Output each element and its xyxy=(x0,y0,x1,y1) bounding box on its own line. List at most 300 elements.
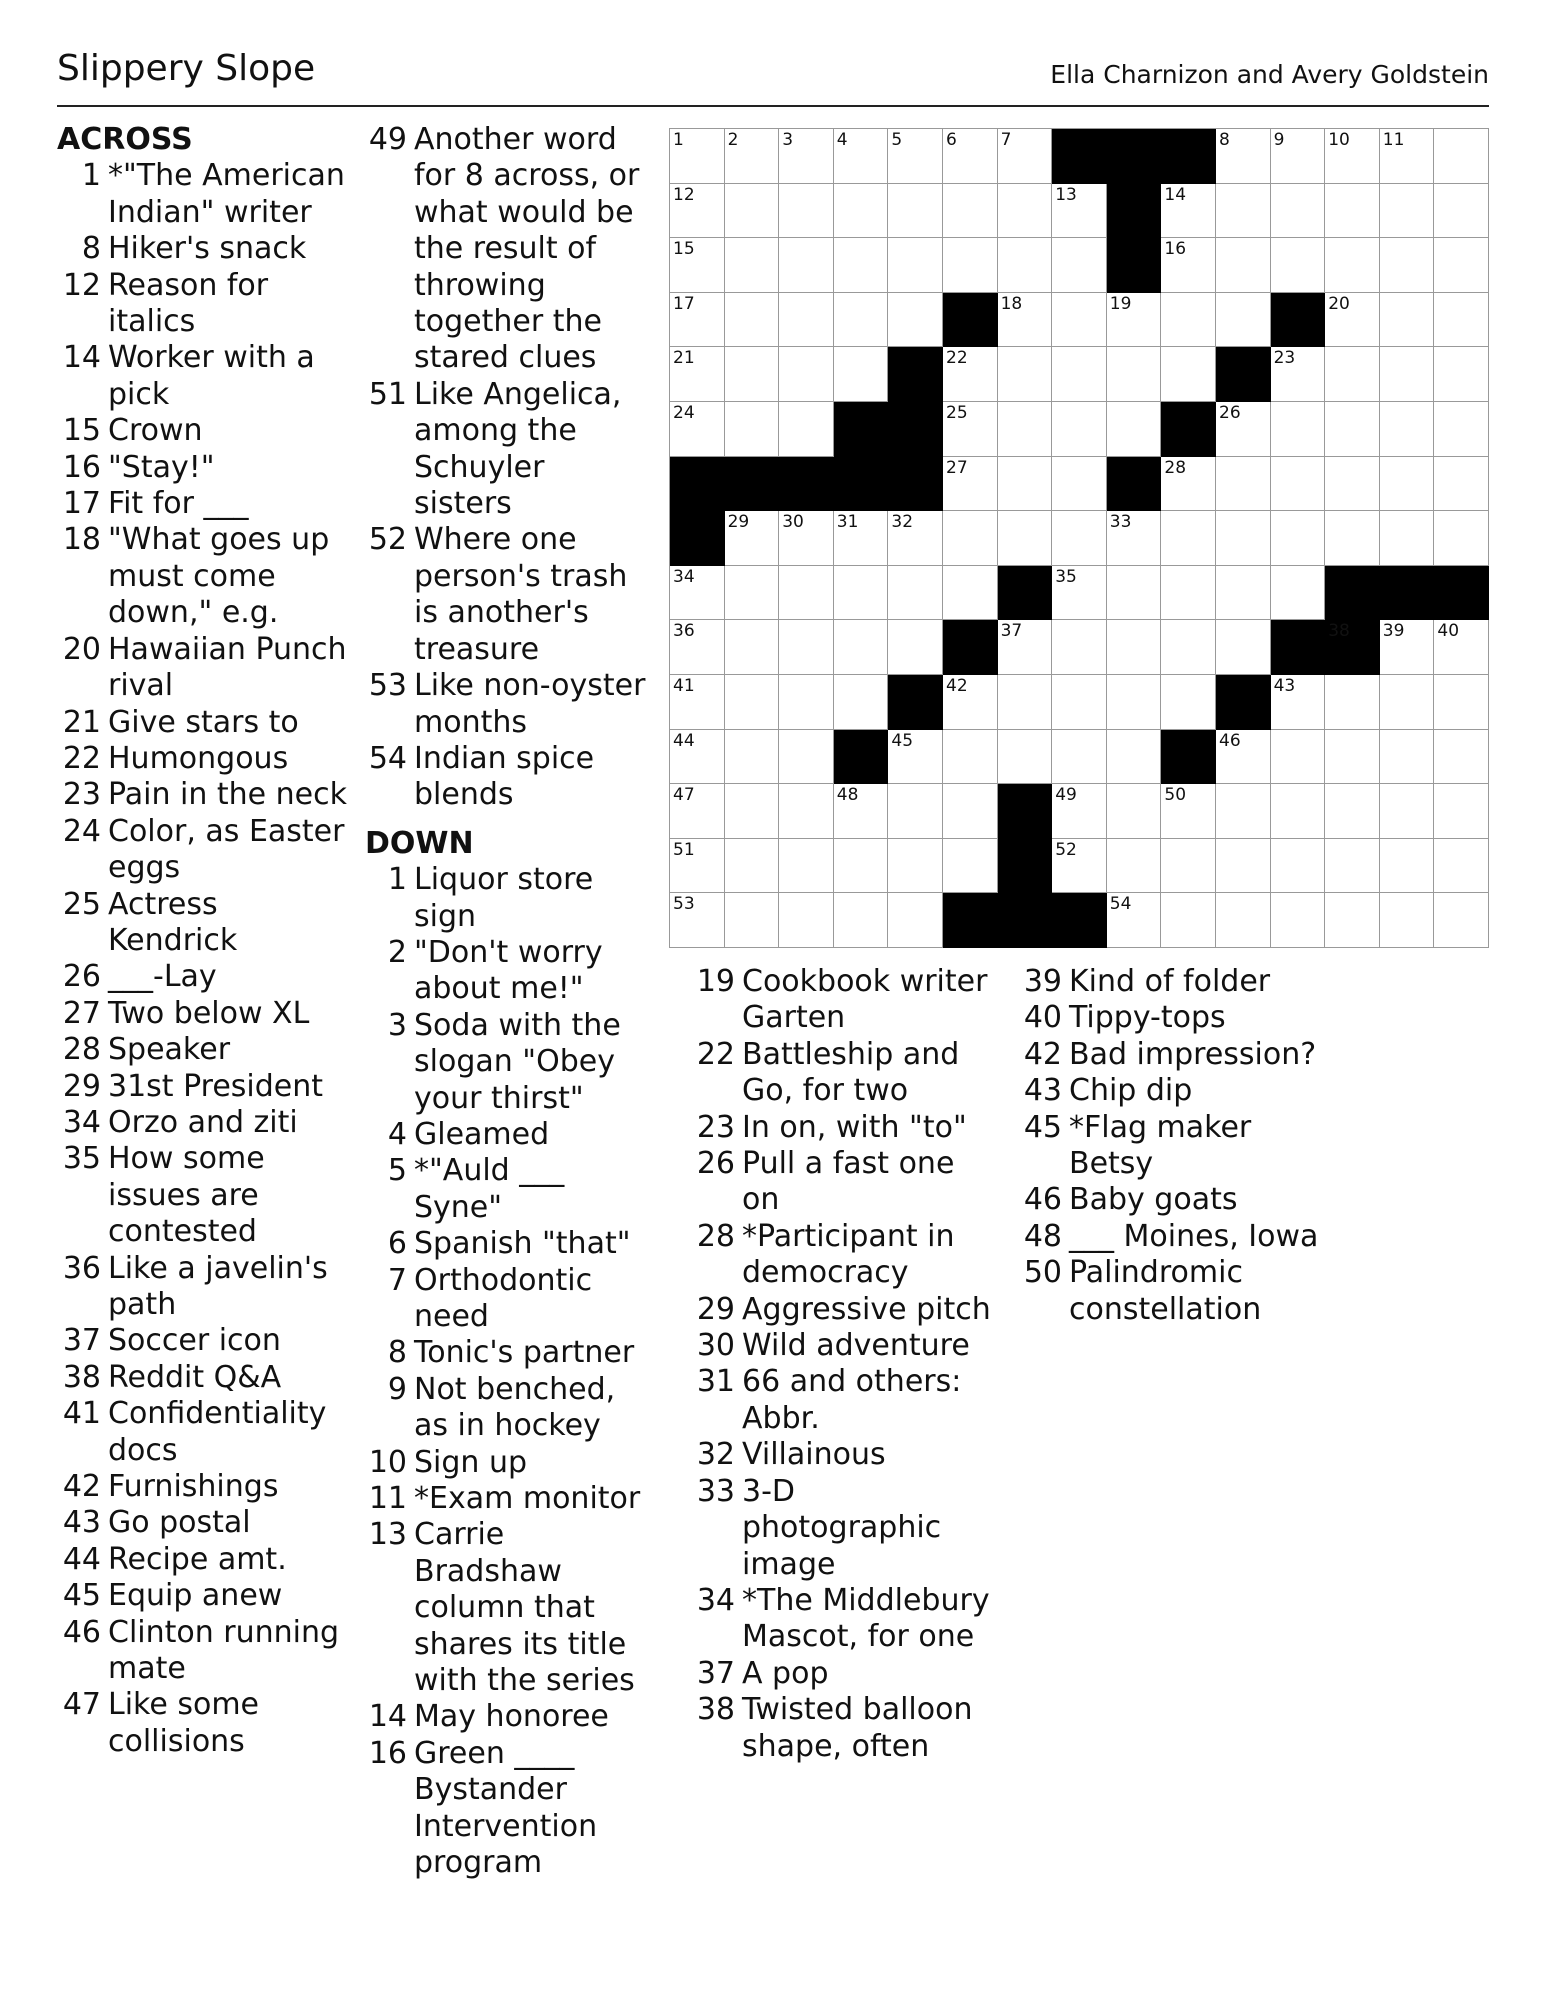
grid-cell[interactable] xyxy=(943,784,998,839)
grid-cell[interactable] xyxy=(1380,675,1435,730)
grid-cell[interactable] xyxy=(1161,457,1216,512)
grid-cell[interactable] xyxy=(834,893,889,948)
grid-cell[interactable] xyxy=(1271,675,1326,730)
grid-cell[interactable] xyxy=(1052,730,1107,785)
clue-text: Furnishings xyxy=(108,1469,279,1505)
grid-cell[interactable] xyxy=(1271,184,1326,239)
grid-cell[interactable] xyxy=(1434,457,1489,512)
grid-cell[interactable] xyxy=(1325,675,1380,730)
clue-column-1 xyxy=(57,122,347,1760)
grid-cell[interactable] xyxy=(725,511,780,566)
clue-text: Hiker's snack xyxy=(108,231,307,267)
grid-cell[interactable] xyxy=(888,893,943,948)
grid-cell[interactable] xyxy=(888,238,943,293)
grid-cell[interactable] xyxy=(834,784,889,839)
grid-cell[interactable] xyxy=(1434,839,1489,894)
clue-item xyxy=(365,122,650,377)
grid-cell[interactable] xyxy=(943,457,998,512)
crossword-grid xyxy=(669,128,1489,948)
clue-item xyxy=(693,1656,993,1692)
grid-cell[interactable] xyxy=(1380,730,1435,785)
grid-cell[interactable] xyxy=(1380,620,1435,675)
grid-cell[interactable] xyxy=(1434,402,1489,457)
clue-item xyxy=(57,777,347,813)
clue-text: Like some collisions xyxy=(108,1687,260,1759)
cell-number: 28 xyxy=(1164,457,1187,478)
down-clue-list-continued xyxy=(693,964,993,1765)
grid-cell[interactable] xyxy=(998,129,1053,184)
clue-item xyxy=(1020,1037,1320,1073)
grid-cell[interactable] xyxy=(834,675,889,730)
grid-cell[interactable] xyxy=(834,238,889,293)
grid-cell[interactable] xyxy=(1271,839,1326,894)
clue-number: 41 xyxy=(62,1396,101,1432)
grid-cell[interactable] xyxy=(1216,129,1271,184)
clue-item xyxy=(57,632,347,705)
grid-cell[interactable] xyxy=(670,293,725,348)
clue-text: Where one person's trash is another's treasure xyxy=(414,522,628,667)
grid-cell[interactable] xyxy=(998,620,1053,675)
grid-cell[interactable] xyxy=(725,238,780,293)
clue-number: 43 xyxy=(1023,1073,1062,1109)
grid-cell[interactable] xyxy=(1216,457,1271,512)
grid-cell[interactable] xyxy=(1434,620,1489,675)
grid-cell[interactable] xyxy=(725,293,780,348)
cell-number: 8 xyxy=(1219,130,1230,150)
clue-text: Liquor store sign xyxy=(414,862,594,934)
clue-item xyxy=(365,935,650,1008)
grid-block xyxy=(888,402,943,457)
cell-number: 22 xyxy=(946,348,968,369)
cell-number: 33 xyxy=(1109,512,1132,533)
grid-block xyxy=(834,402,889,457)
clue-text: 66 and others: Abbr. xyxy=(742,1364,962,1436)
grid-cell[interactable] xyxy=(943,129,998,184)
grid-cell[interactable] xyxy=(834,511,889,566)
clue-text: Equip anew xyxy=(108,1578,283,1614)
clue-text: Cookbook writer Garten xyxy=(742,964,988,1036)
grid-cell[interactable] xyxy=(1052,347,1107,402)
grid-cell[interactable] xyxy=(998,730,1053,785)
grid-cell[interactable] xyxy=(1216,293,1271,348)
grid-cell[interactable] xyxy=(1380,293,1435,348)
grid-cell[interactable] xyxy=(888,620,943,675)
grid-cell[interactable] xyxy=(1052,402,1107,457)
grid-cell[interactable] xyxy=(779,402,834,457)
cell-number: 14 xyxy=(1164,184,1187,205)
grid-cell[interactable] xyxy=(670,402,725,457)
clue-item xyxy=(365,1481,650,1517)
cell-number: 35 xyxy=(1055,566,1077,587)
clue-item xyxy=(365,377,650,523)
grid-cell[interactable] xyxy=(1216,839,1271,894)
grid-block xyxy=(1216,347,1271,402)
grid-cell[interactable] xyxy=(670,675,725,730)
grid-cell[interactable] xyxy=(725,402,780,457)
grid-cell[interactable] xyxy=(1380,238,1435,293)
grid-cell[interactable] xyxy=(1380,347,1435,402)
clue-number: 39 xyxy=(1023,964,1062,999)
grid-cell[interactable] xyxy=(1216,620,1271,675)
grid-cell[interactable] xyxy=(943,675,998,730)
grid-cell[interactable] xyxy=(1325,293,1380,348)
clue-item xyxy=(57,1069,347,1105)
clue-item xyxy=(365,1736,650,1882)
clue-number: 6 xyxy=(387,1226,407,1262)
grid-cell[interactable] xyxy=(1161,620,1216,675)
grid-cell[interactable] xyxy=(888,839,943,894)
clue-number: 42 xyxy=(62,1469,101,1505)
across-clue-list-continued xyxy=(365,122,650,814)
grid-cell[interactable] xyxy=(779,347,834,402)
grid-cell[interactable] xyxy=(1325,184,1380,239)
clue-number: 34 xyxy=(62,1104,101,1140)
clue-text: Recipe amt. xyxy=(108,1541,287,1577)
grid-cell[interactable] xyxy=(943,347,998,402)
grid-block xyxy=(1052,893,1107,948)
clue-text: Actress Kendrick xyxy=(108,886,238,958)
grid-cell[interactable] xyxy=(1216,238,1271,293)
grid-cell[interactable] xyxy=(1380,784,1435,839)
clue-item xyxy=(693,1146,993,1219)
clue-text: 31st President xyxy=(108,1068,324,1104)
grid-cell[interactable] xyxy=(1434,293,1489,348)
cell-number: 3 xyxy=(782,130,794,150)
grid-cell[interactable] xyxy=(998,293,1053,348)
grid-cell[interactable] xyxy=(1161,839,1216,894)
grid-cell[interactable] xyxy=(1271,238,1326,293)
cell-number: 41 xyxy=(673,676,695,696)
grid-cell[interactable] xyxy=(1216,511,1271,566)
clue-text: Clinton running mate xyxy=(108,1614,340,1687)
grid-cell[interactable] xyxy=(1216,784,1271,839)
grid-cell[interactable] xyxy=(779,893,834,948)
grid-cell[interactable] xyxy=(779,511,834,566)
grid-cell[interactable] xyxy=(834,293,889,348)
clue-text: Not benched, as in hockey xyxy=(414,1371,616,1444)
clue-number: 2 xyxy=(387,934,407,970)
grid-cell[interactable] xyxy=(779,730,834,785)
grid-cell[interactable] xyxy=(1216,730,1271,785)
grid-cell[interactable] xyxy=(1325,129,1380,184)
grid-cell[interactable] xyxy=(1052,457,1107,512)
grid-cell[interactable] xyxy=(1325,784,1380,839)
grid-cell[interactable] xyxy=(1380,457,1435,512)
grid-cell[interactable] xyxy=(834,566,889,621)
cell-number: 5 xyxy=(891,130,903,150)
grid-cell[interactable] xyxy=(888,184,943,239)
clue-text: Crown xyxy=(108,413,203,449)
grid-cell[interactable] xyxy=(1380,839,1435,894)
grid-cell[interactable] xyxy=(725,129,780,184)
grid-cell[interactable] xyxy=(779,620,834,675)
grid-cell[interactable] xyxy=(779,129,834,184)
grid-cell[interactable] xyxy=(1434,730,1489,785)
grid-cell[interactable] xyxy=(1271,511,1326,566)
grid-cell[interactable] xyxy=(1325,238,1380,293)
clue-number: 46 xyxy=(62,1614,101,1650)
grid-cell[interactable] xyxy=(725,347,780,402)
clue-number: 33 xyxy=(696,1473,735,1509)
grid-cell[interactable] xyxy=(834,620,889,675)
grid-cell[interactable] xyxy=(1434,784,1489,839)
grid-cell[interactable] xyxy=(1271,566,1326,621)
grid-cell[interactable] xyxy=(1107,511,1162,566)
cell-number: 38 xyxy=(1328,621,1350,642)
clue-number: 29 xyxy=(696,1291,735,1327)
grid-cell[interactable] xyxy=(670,620,725,675)
grid-cell[interactable] xyxy=(670,184,725,239)
clue-text: Tonic's partner xyxy=(414,1335,635,1371)
cell-number: 16 xyxy=(1164,239,1187,260)
grid-cell[interactable] xyxy=(1434,184,1489,239)
clue-item xyxy=(1020,1255,1320,1328)
grid-cell[interactable] xyxy=(998,402,1053,457)
grid-cell[interactable] xyxy=(998,511,1053,566)
cell-number: 49 xyxy=(1055,785,1077,806)
clue-number: 27 xyxy=(62,995,101,1031)
clue-text: Baby goats xyxy=(1069,1182,1238,1218)
clue-number: 9 xyxy=(387,1371,407,1407)
grid-cell[interactable] xyxy=(998,184,1053,239)
cell-number: 2 xyxy=(727,130,739,150)
clue-number: 29 xyxy=(62,1068,101,1104)
grid-cell[interactable] xyxy=(1325,839,1380,894)
grid-cell[interactable] xyxy=(1434,347,1489,402)
cell-number: 45 xyxy=(891,730,914,751)
grid-cell[interactable] xyxy=(1161,675,1216,730)
grid-cell[interactable] xyxy=(888,511,943,566)
clue-item xyxy=(57,522,347,631)
grid-cell[interactable] xyxy=(1161,784,1216,839)
grid-cell[interactable] xyxy=(943,511,998,566)
clue-item xyxy=(57,1615,347,1688)
grid-cell[interactable] xyxy=(725,620,780,675)
grid-cell[interactable] xyxy=(670,129,725,184)
clue-text: Kind of folder xyxy=(1069,964,1271,999)
grid-cell[interactable] xyxy=(1325,730,1380,785)
grid-cell[interactable] xyxy=(888,566,943,621)
grid-cell[interactable] xyxy=(1161,347,1216,402)
grid-cell[interactable] xyxy=(725,839,780,894)
grid-cell[interactable] xyxy=(1107,347,1162,402)
grid-cell[interactable] xyxy=(779,566,834,621)
grid-cell[interactable] xyxy=(1434,238,1489,293)
grid-cell[interactable] xyxy=(779,675,834,730)
grid-cell[interactable] xyxy=(1161,566,1216,621)
clue-number: 26 xyxy=(696,1146,735,1182)
grid-cell[interactable] xyxy=(1434,675,1489,730)
grid-cell[interactable] xyxy=(1271,730,1326,785)
grid-cell[interactable] xyxy=(779,839,834,894)
cell-number: 37 xyxy=(1000,621,1023,642)
grid-cell[interactable] xyxy=(1380,184,1435,239)
grid-cell[interactable] xyxy=(1052,566,1107,621)
grid-cell[interactable] xyxy=(998,675,1053,730)
grid-cell[interactable] xyxy=(725,784,780,839)
clue-item xyxy=(693,1692,993,1765)
grid-cell[interactable] xyxy=(1380,129,1435,184)
grid-cell[interactable] xyxy=(779,784,834,839)
grid-cell[interactable] xyxy=(1380,893,1435,948)
cell-number: 25 xyxy=(946,403,968,423)
grid-cell[interactable] xyxy=(1107,293,1162,348)
clue-item xyxy=(693,1437,993,1473)
grid-cell[interactable] xyxy=(1161,184,1216,239)
grid-cell[interactable] xyxy=(725,675,780,730)
clue-text: Pain in the neck xyxy=(108,777,348,813)
cell-number: 39 xyxy=(1382,621,1405,642)
grid-cell[interactable] xyxy=(670,347,725,402)
grid-cell[interactable] xyxy=(1107,784,1162,839)
clue-number: 53 xyxy=(368,668,407,704)
clue-number: 45 xyxy=(1023,1109,1062,1145)
grid-cell[interactable] xyxy=(1271,402,1326,457)
grid-cell[interactable] xyxy=(725,730,780,785)
grid-cell[interactable] xyxy=(1271,893,1326,948)
grid-cell[interactable] xyxy=(1271,129,1326,184)
grid-block xyxy=(1107,184,1162,239)
clue-number: 31 xyxy=(696,1364,735,1400)
clue-text: Speaker xyxy=(108,1032,231,1068)
grid-cell[interactable] xyxy=(779,184,834,239)
grid-cell[interactable] xyxy=(670,784,725,839)
grid-cell[interactable] xyxy=(943,238,998,293)
grid-cell[interactable] xyxy=(670,238,725,293)
grid-cell[interactable] xyxy=(1161,293,1216,348)
grid-cell[interactable] xyxy=(1107,566,1162,621)
grid-cell[interactable] xyxy=(1380,402,1435,457)
grid-cell[interactable] xyxy=(834,129,889,184)
grid-cell[interactable] xyxy=(1052,511,1107,566)
grid-block xyxy=(1161,730,1216,785)
grid-cell[interactable] xyxy=(943,730,998,785)
grid-cell[interactable] xyxy=(1325,893,1380,948)
clue-item xyxy=(693,1219,993,1292)
grid-cell[interactable] xyxy=(888,129,943,184)
grid-cell[interactable] xyxy=(1434,129,1489,184)
grid-cell[interactable] xyxy=(670,730,725,785)
grid-cell[interactable] xyxy=(725,893,780,948)
grid-cell[interactable] xyxy=(670,566,725,621)
grid-cell[interactable] xyxy=(779,293,834,348)
grid-cell[interactable] xyxy=(888,293,943,348)
grid-cell[interactable] xyxy=(1052,620,1107,675)
grid-cell[interactable] xyxy=(1107,893,1162,948)
clue-text: Sign up xyxy=(414,1444,528,1480)
grid-cell[interactable] xyxy=(1325,511,1380,566)
grid-cell[interactable] xyxy=(1216,566,1271,621)
grid-cell[interactable] xyxy=(1271,784,1326,839)
clue-text: Two below XL xyxy=(108,995,310,1031)
grid-cell[interactable] xyxy=(943,184,998,239)
across-heading: ACROSS xyxy=(57,122,193,157)
grid-cell[interactable] xyxy=(1107,839,1162,894)
clue-number: 14 xyxy=(368,1699,407,1735)
grid-cell[interactable] xyxy=(998,457,1053,512)
clue-column-2 xyxy=(365,122,650,1882)
grid-cell[interactable] xyxy=(670,893,725,948)
grid-block xyxy=(888,347,943,402)
clue-item xyxy=(57,1396,347,1469)
clue-item xyxy=(57,158,347,231)
grid-cell[interactable] xyxy=(1107,730,1162,785)
clue-item xyxy=(365,1153,650,1226)
grid-cell[interactable] xyxy=(834,184,889,239)
grid-cell[interactable] xyxy=(834,839,889,894)
clue-text: Reason for italics xyxy=(108,267,269,340)
grid-cell[interactable] xyxy=(1107,620,1162,675)
clue-number: 13 xyxy=(368,1517,407,1553)
grid-cell[interactable] xyxy=(1216,184,1271,239)
clue-text: Pull a fast one on xyxy=(742,1146,955,1218)
grid-cell[interactable] xyxy=(1271,347,1326,402)
grid-cell[interactable] xyxy=(943,402,998,457)
grid-cell[interactable] xyxy=(888,730,943,785)
grid-cell[interactable] xyxy=(943,839,998,894)
grid-block xyxy=(998,566,1053,621)
grid-cell[interactable] xyxy=(1434,511,1489,566)
clue-item xyxy=(57,231,347,267)
grid-block xyxy=(1107,238,1162,293)
grid-cell[interactable] xyxy=(1161,511,1216,566)
grid-block xyxy=(1107,457,1162,512)
grid-cell[interactable] xyxy=(1052,784,1107,839)
clue-item xyxy=(57,741,347,777)
grid-cell[interactable] xyxy=(1380,511,1435,566)
grid-cell[interactable] xyxy=(1325,347,1380,402)
grid-cell[interactable] xyxy=(888,784,943,839)
clue-item xyxy=(57,1505,347,1541)
grid-cell[interactable] xyxy=(1052,675,1107,730)
clue-number: 36 xyxy=(62,1250,101,1286)
grid-cell[interactable] xyxy=(1216,893,1271,948)
grid-cell[interactable] xyxy=(725,184,780,239)
clue-column-4 xyxy=(1020,964,1320,1328)
grid-cell[interactable] xyxy=(1161,238,1216,293)
grid-cell[interactable] xyxy=(1107,402,1162,457)
clue-item xyxy=(365,1445,650,1481)
grid-cell[interactable] xyxy=(998,238,1053,293)
grid-cell[interactable] xyxy=(998,347,1053,402)
clue-item xyxy=(57,887,347,960)
grid-cell[interactable] xyxy=(834,347,889,402)
grid-cell[interactable] xyxy=(1161,893,1216,948)
grid-cell[interactable] xyxy=(1325,402,1380,457)
cell-number: 24 xyxy=(673,403,695,423)
grid-cell[interactable] xyxy=(1107,675,1162,730)
grid-cell[interactable] xyxy=(1052,839,1107,894)
grid-cell[interactable] xyxy=(725,566,780,621)
grid-cell[interactable] xyxy=(1325,457,1380,512)
grid-block xyxy=(670,457,725,512)
clue-number: 48 xyxy=(1023,1218,1062,1254)
grid-cell[interactable] xyxy=(1434,893,1489,948)
across-clue-list xyxy=(57,158,347,1760)
grid-cell[interactable] xyxy=(1052,293,1107,348)
grid-cell[interactable] xyxy=(1052,184,1107,239)
grid-cell[interactable] xyxy=(1052,238,1107,293)
clue-number: 18 xyxy=(62,522,101,558)
grid-cell[interactable] xyxy=(1216,402,1271,457)
grid-cell[interactable] xyxy=(670,839,725,894)
grid-block xyxy=(834,730,889,785)
grid-cell[interactable] xyxy=(779,238,834,293)
grid-block xyxy=(1325,566,1380,621)
grid-cell[interactable] xyxy=(943,566,998,621)
grid-cell[interactable] xyxy=(1271,457,1326,512)
down-clue-list xyxy=(365,862,650,1881)
